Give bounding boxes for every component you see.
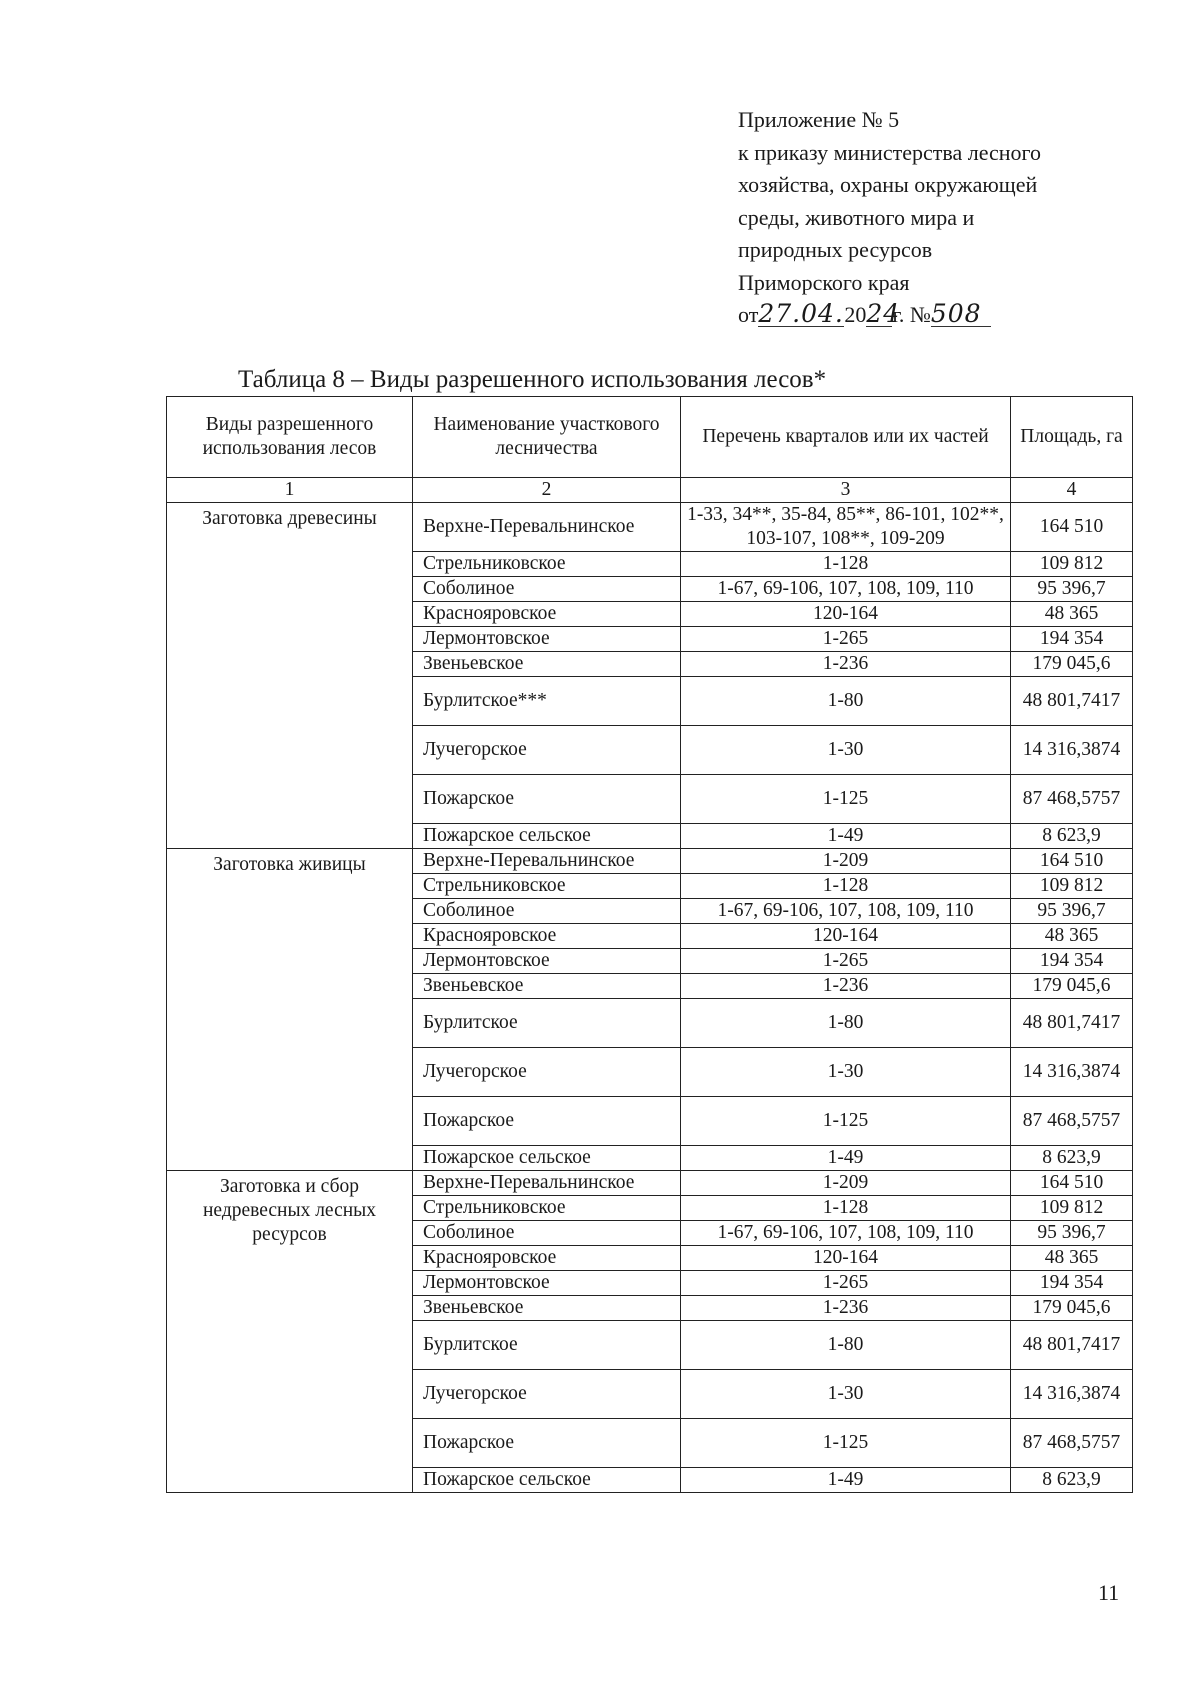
quarters-list: 1-128 bbox=[681, 552, 1011, 577]
column-number: 4 bbox=[1011, 478, 1133, 503]
forestry-name: Соболиное bbox=[413, 899, 681, 924]
area-value: 14 316,3874 bbox=[1011, 1048, 1133, 1097]
approval-line: хозяйства, охраны окружающей bbox=[738, 172, 1038, 197]
forest-use-type: Заготовка и сбор недревесных лесных ресурсов bbox=[167, 1171, 413, 1493]
quarters-list: 1-236 bbox=[681, 974, 1011, 999]
quarters-list: 1-80 bbox=[681, 999, 1011, 1048]
forestry-name: Пожарское bbox=[413, 775, 681, 824]
forestry-name: Пожарское сельское bbox=[413, 1468, 681, 1493]
area-value: 87 468,5757 bbox=[1011, 775, 1133, 824]
quarters-list: 1-128 bbox=[681, 874, 1011, 899]
area-value: 164 510 bbox=[1011, 503, 1133, 552]
forestry-name: Верхне-Перевальнинское bbox=[413, 1171, 681, 1196]
forestry-name: Звеньевское bbox=[413, 652, 681, 677]
approval-stamp bbox=[738, 104, 1041, 332]
forestry-name: Стрельниковское bbox=[413, 1196, 681, 1221]
header-cell: Виды разрешенного использования лесов bbox=[167, 397, 413, 478]
area-value: 8 623,9 bbox=[1011, 1468, 1133, 1493]
quarters-list: 1-30 bbox=[681, 726, 1011, 775]
approval-line: среды, животного мира и bbox=[738, 204, 975, 230]
table-row bbox=[167, 849, 1133, 874]
forestry-name: Верхне-Перевальнинское bbox=[413, 849, 681, 874]
area-value: 109 812 bbox=[1011, 1196, 1133, 1221]
forestry-name: Пожарское сельское bbox=[413, 824, 681, 849]
quarters-list: 1-265 bbox=[681, 627, 1011, 652]
quarters-list: 1-209 bbox=[681, 1171, 1011, 1196]
quarters-list: 1-30 bbox=[681, 1370, 1011, 1419]
quarters-list: 1-67, 69-106, 107, 108, 109, 110 bbox=[681, 577, 1011, 602]
forestry-name: Лучегорское bbox=[413, 1048, 681, 1097]
area-value: 194 354 bbox=[1011, 627, 1133, 652]
forest-use-type: Заготовка древесины bbox=[167, 503, 413, 849]
forestry-name: Бурлитское*** bbox=[413, 677, 681, 726]
area-value: 109 812 bbox=[1011, 552, 1133, 577]
area-value: 95 396,7 bbox=[1011, 899, 1133, 924]
area-value: 179 045,6 bbox=[1011, 974, 1133, 999]
forest-use-type: Заготовка живицы bbox=[167, 849, 413, 1171]
table-header-row bbox=[167, 397, 1133, 478]
forestry-name: Лермонтовское bbox=[413, 949, 681, 974]
area-value: 109 812 bbox=[1011, 874, 1133, 899]
header-cell: Перечень кварталов или их частей bbox=[681, 397, 1011, 478]
column-number-row bbox=[167, 478, 1133, 503]
quarters-list: 1-30 bbox=[681, 1048, 1011, 1097]
quarters-list: 1-125 bbox=[681, 775, 1011, 824]
quarters-list: 1-125 bbox=[681, 1097, 1011, 1146]
area-value: 179 045,6 bbox=[1011, 652, 1133, 677]
forestry-name: Лучегорское bbox=[413, 726, 681, 775]
quarters-list: 1-236 bbox=[681, 1296, 1011, 1321]
area-value: 179 045,6 bbox=[1011, 1296, 1133, 1321]
header-cell: Площадь, га bbox=[1011, 397, 1133, 478]
table-row bbox=[167, 1171, 1133, 1196]
quarters-list: 1-80 bbox=[681, 677, 1011, 726]
area-value: 48 801,7417 bbox=[1011, 999, 1133, 1048]
area-value: 8 623,9 bbox=[1011, 1146, 1133, 1171]
forestry-name: Бурлитское bbox=[413, 1321, 681, 1370]
forestry-name: Краснояровское bbox=[413, 602, 681, 627]
header-cell: Наименование участкового лесничества bbox=[413, 397, 681, 478]
approval-line: Приморского края bbox=[738, 269, 910, 295]
area-value: 194 354 bbox=[1011, 1271, 1133, 1296]
table-body bbox=[167, 503, 1133, 1493]
quarters-list: 1-49 bbox=[681, 1468, 1011, 1493]
forestry-name: Краснояровское bbox=[413, 1246, 681, 1271]
forestry-name: Лучегорское bbox=[413, 1370, 681, 1419]
area-value: 48 365 bbox=[1011, 1246, 1133, 1271]
approval-line: Приложение № 5 bbox=[738, 107, 900, 132]
table-caption: Таблица 8 – Виды разрешенного использования лесов* bbox=[238, 366, 827, 393]
year-prefix: 20 bbox=[844, 302, 867, 327]
column-number: 2 bbox=[413, 478, 681, 503]
number-prefix: г. № bbox=[892, 302, 931, 327]
forestry-name: Лермонтовское bbox=[413, 627, 681, 652]
area-value: 48 365 bbox=[1011, 924, 1133, 949]
forestry-name: Стрельниковское bbox=[413, 874, 681, 899]
area-value: 194 354 bbox=[1011, 949, 1133, 974]
area-value: 164 510 bbox=[1011, 849, 1133, 874]
quarters-list: 1-49 bbox=[681, 824, 1011, 849]
forestry-name: Пожарское сельское bbox=[413, 1146, 681, 1171]
handwritten-number: 508 bbox=[931, 302, 991, 327]
forestry-name: Краснояровское bbox=[413, 924, 681, 949]
area-value: 48 801,7417 bbox=[1011, 1321, 1133, 1370]
forestry-name: Соболиное bbox=[413, 577, 681, 602]
approval-date-line bbox=[738, 299, 1041, 332]
quarters-list: 1-265 bbox=[681, 949, 1011, 974]
quarters-list: 1-67, 69-106, 107, 108, 109, 110 bbox=[681, 1221, 1011, 1246]
quarters-list: 1-265 bbox=[681, 1271, 1011, 1296]
forestry-name: Соболиное bbox=[413, 1221, 681, 1246]
area-value: 14 316,3874 bbox=[1011, 726, 1133, 775]
approval-line: к приказу министерства лесного bbox=[738, 139, 1042, 165]
handwritten-year: 24 bbox=[866, 299, 901, 328]
area-value: 14 316,3874 bbox=[1011, 1370, 1133, 1419]
forestry-name: Бурлитское bbox=[413, 999, 681, 1048]
quarters-list: 120-164 bbox=[681, 924, 1011, 949]
area-value: 8 623,9 bbox=[1011, 824, 1133, 849]
forestry-name: Звеньевское bbox=[413, 974, 681, 999]
quarters-list: 1-209 bbox=[681, 849, 1011, 874]
area-value: 95 396,7 bbox=[1011, 1221, 1133, 1246]
forest-use-table bbox=[166, 396, 1133, 1493]
approval-line: природных ресурсов bbox=[738, 237, 933, 262]
area-value: 87 468,5757 bbox=[1011, 1097, 1133, 1146]
quarters-list: 1-33, 34**, 35-84, 85**, 86-101, 102**, 103-107, 108**, 109-209 bbox=[681, 503, 1011, 552]
forestry-name: Пожарское bbox=[413, 1419, 681, 1468]
column-number: 1 bbox=[167, 478, 413, 503]
quarters-list: 1-236 bbox=[681, 652, 1011, 677]
area-value: 48 365 bbox=[1011, 602, 1133, 627]
area-value: 87 468,5757 bbox=[1011, 1419, 1133, 1468]
quarters-list: 1-125 bbox=[681, 1419, 1011, 1468]
forestry-name: Пожарское bbox=[413, 1097, 681, 1146]
date-prefix: от bbox=[738, 302, 759, 327]
area-value: 95 396,7 bbox=[1011, 577, 1133, 602]
quarters-list: 1-67, 69-106, 107, 108, 109, 110 bbox=[681, 899, 1011, 924]
handwritten-date: 27.04. bbox=[758, 299, 844, 328]
forestry-name: Лермонтовское bbox=[413, 1271, 681, 1296]
column-number: 3 bbox=[681, 478, 1011, 503]
table-row bbox=[167, 503, 1133, 552]
quarters-list: 1-128 bbox=[681, 1196, 1011, 1221]
forestry-name: Звеньевское bbox=[413, 1296, 681, 1321]
forestry-name: Верхне-Перевальнинское bbox=[413, 503, 681, 552]
area-value: 48 801,7417 bbox=[1011, 677, 1133, 726]
page-number: 11 bbox=[1098, 1580, 1120, 1605]
quarters-list: 120-164 bbox=[681, 1246, 1011, 1271]
quarters-list: 1-49 bbox=[681, 1146, 1011, 1171]
quarters-list: 1-80 bbox=[681, 1321, 1011, 1370]
quarters-list: 120-164 bbox=[681, 602, 1011, 627]
forestry-name: Стрельниковское bbox=[413, 552, 681, 577]
area-value: 164 510 bbox=[1011, 1171, 1133, 1196]
